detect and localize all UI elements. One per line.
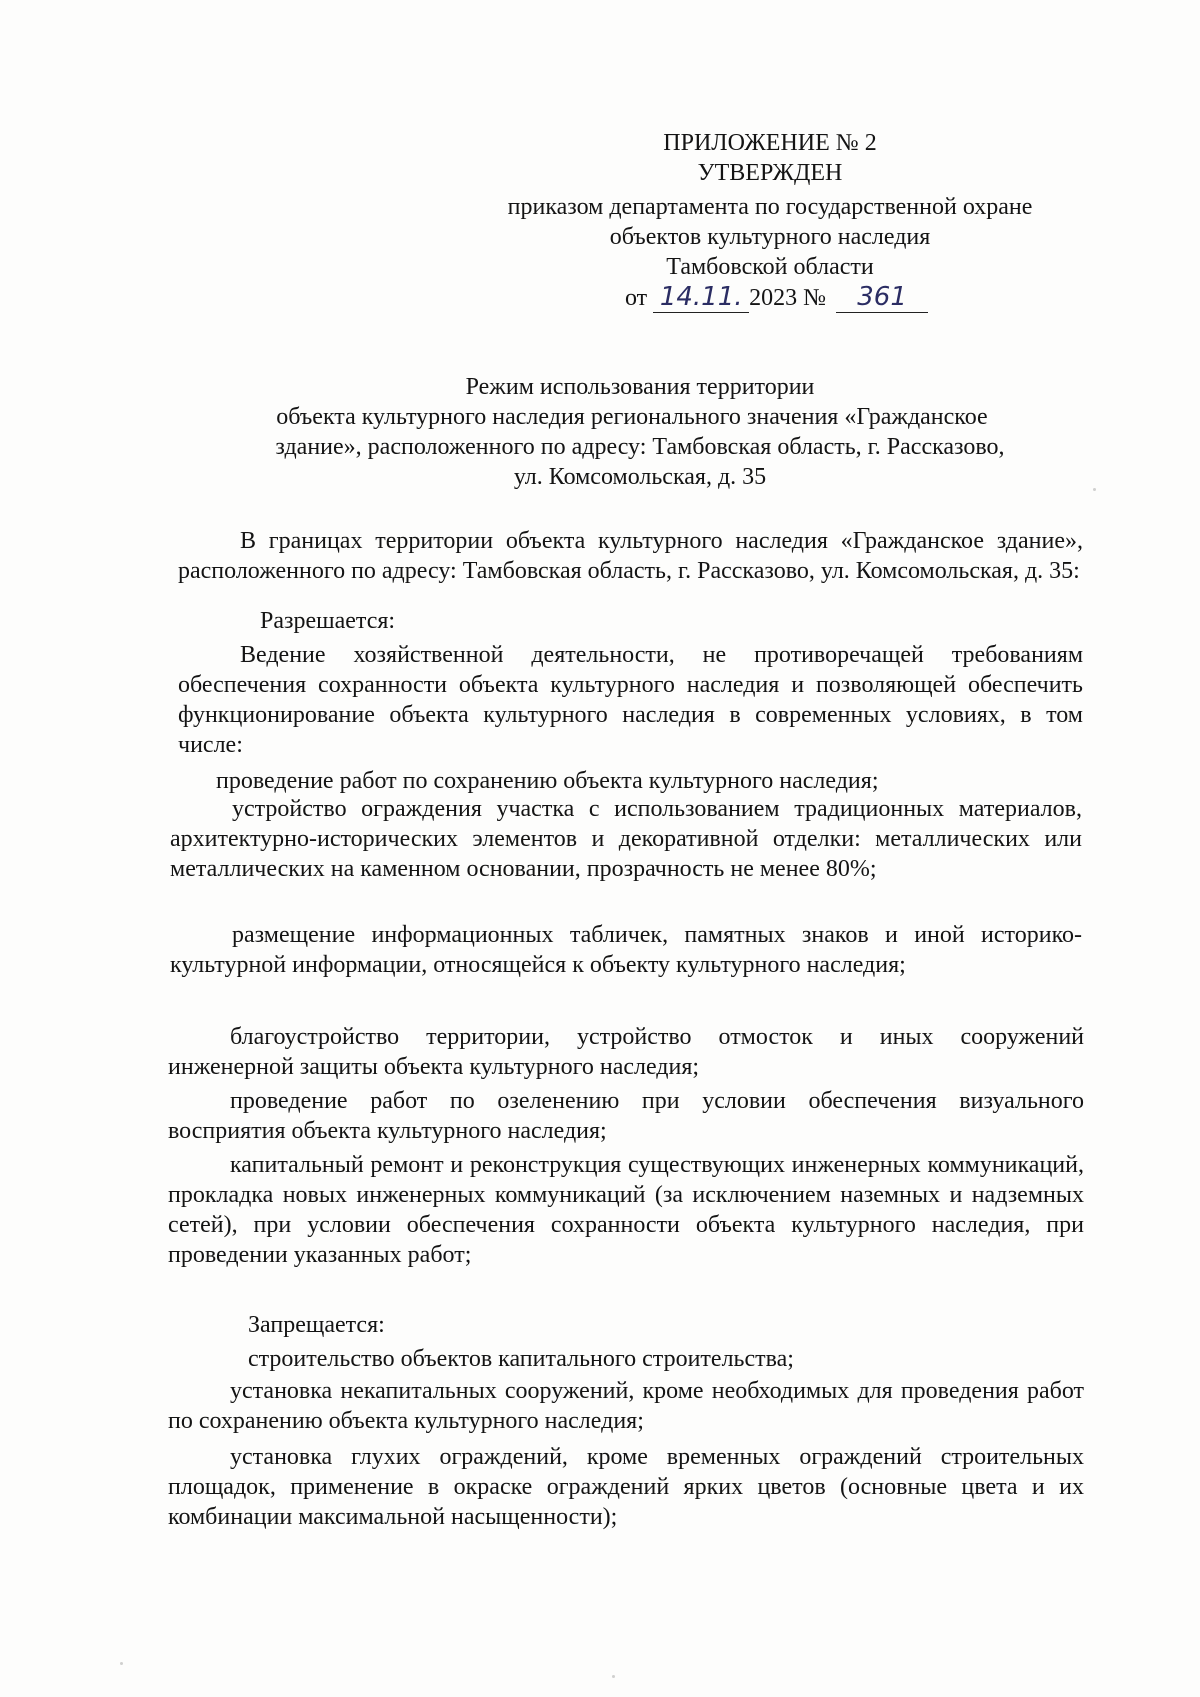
intro-text: В границах территории объекта культурного наследия «Гражданское здание», расположенного по адресу: Тамбовская область, г. Рассказово, ул. Комсомольская, д. 35: — [178, 528, 1083, 584]
allowed-intro-paragraph — [178, 640, 1083, 760]
forbidden-item: установка глухих ограждений, кроме временных ограждений строительных площадок, применение в окраске ограждений ярких цветов (основные цвета и их комбинации максимальной насыщенности); — [168, 1444, 1084, 1530]
allowed-heading: Разрешается: — [260, 608, 396, 634]
doc-title-line-3: здание», расположенного по адресу: Тамбовская область, г. Рассказово, — [275, 434, 1005, 460]
handwritten-date: 14.11. — [653, 282, 749, 313]
allowed-item: устройство ограждения участка с использованием традиционных материалов, архитектурно-исторических элементов и декоративной отделки: металлических или металлических на каменном основании, прозрачность не менее 80%; — [170, 796, 1082, 882]
scan-speck — [120, 1662, 123, 1665]
order-date-line — [625, 280, 928, 316]
allowed-item: проведение работ по сохранению объекта культурного наследия; — [216, 768, 879, 794]
scan-speck — [612, 1675, 615, 1678]
forbidden-heading: Запрещается: — [248, 1312, 385, 1338]
allowed-item: капитальный ремонт и реконструкция существующих инженерных коммуникаций, прокладка новых инженерных коммуникаций (за исключением наземных и надземных сетей), при условии обеспечения сохранности объекта культурного наследия, при проведении указанных работ; — [168, 1152, 1084, 1268]
approved-label: УТВЕРЖДЕН — [697, 160, 843, 186]
intro-paragraph — [178, 526, 1083, 586]
forbidden-item: установка некапитальных сооружений, кроме необходимых для проведения работ по сохранению объекта культурного наследия; — [168, 1378, 1084, 1434]
handwritten-number: 361 — [836, 282, 928, 313]
approval-line-1: приказом департамента по государственной охране — [507, 194, 1033, 220]
scan-speck — [1093, 488, 1096, 491]
approval-line-3: Тамбовской области — [666, 254, 874, 280]
forbidden-item: строительство объектов капитального строительства; — [248, 1346, 794, 1372]
date-prefix: от — [625, 285, 648, 311]
allowed-item: размещение информационных табличек, памятных знаков и иной историко-культурной информации, относящейся к объекту культурного наследия; — [170, 922, 1082, 978]
doc-title: Режим использования территории — [465, 374, 815, 400]
allowed-item: проведение работ по озеленению при условии обеспечения визуального восприятия объекта культурного наследия; — [168, 1088, 1084, 1144]
doc-title-line-4: ул. Комсомольская, д. 35 — [513, 464, 767, 490]
allowed-item: благоустройство территории, устройство отмосток и иных сооружений инженерной защиты объекта культурного наследия; — [168, 1024, 1084, 1080]
appendix-label: ПРИЛОЖЕНИЕ № 2 — [663, 130, 877, 156]
allowed-intro-text: Ведение хозяйственной деятельности, не противоречащей требованиям обеспечения сохранности объекта культурного наследия и позволяющей обеспечить функционирование объекта культурного наследия в современных условиях, в том числе: — [178, 642, 1083, 758]
approval-line-2: объектов культурного наследия — [609, 224, 931, 250]
date-year: 2023 № — [749, 285, 827, 311]
doc-title-line-2: объекта культурного наследия регионального значения «Гражданское — [276, 404, 988, 430]
